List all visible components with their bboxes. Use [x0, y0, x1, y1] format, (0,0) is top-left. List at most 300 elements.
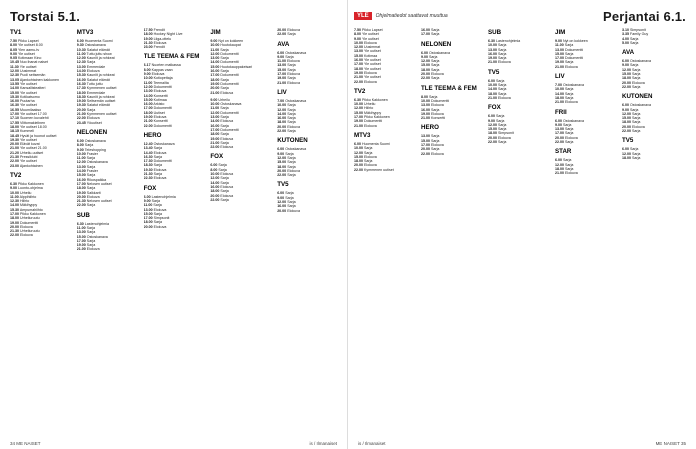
- program-title: Sarja: [632, 120, 641, 125]
- program-time: 20.00: [277, 124, 287, 129]
- program-title: Sarja: [287, 63, 296, 68]
- program-title: Elokuva: [431, 72, 444, 77]
- program-title: Sarja: [153, 163, 162, 168]
- program-time: 19.00: [143, 36, 153, 41]
- program-time: 5.00: [622, 40, 629, 45]
- program-title: Huutokaupat: [220, 43, 241, 48]
- program-title: Dokumentti: [364, 119, 383, 124]
- program-time: 15.00: [10, 90, 19, 95]
- program-title: Sarja: [565, 87, 574, 92]
- program-title: Elokuva: [364, 40, 377, 45]
- program-title: Pressiklubi: [20, 155, 38, 160]
- program-title: Alppihiihto: [19, 194, 37, 199]
- program-title: Sarja: [632, 129, 641, 134]
- spacer: [77, 208, 141, 211]
- program-title: Sarja: [565, 131, 574, 136]
- program-title: Sarja: [153, 154, 162, 159]
- program-title: Sarja: [632, 155, 641, 160]
- program-title: Lastenohjelmia: [151, 194, 176, 199]
- program-title: Salatut elämät: [86, 47, 110, 52]
- program-title: Sarja: [287, 67, 296, 72]
- program-title: Elokuva: [220, 136, 234, 141]
- program-title: Yle uutiset 8.00: [17, 43, 43, 48]
- program-title: Sarja: [153, 146, 162, 151]
- program-title: Sarja: [496, 114, 505, 119]
- program-title: Kotikatsomo: [20, 94, 40, 99]
- channel-heading: SUB: [76, 211, 90, 219]
- program-time: 16.00: [421, 28, 430, 32]
- program-time: 18.00: [488, 131, 497, 136]
- program-title: Elokuva: [287, 168, 300, 173]
- program-title: Sarja: [287, 32, 296, 37]
- program-title: Urheilu: [218, 97, 230, 102]
- right-columns: [354, 28, 686, 433]
- program-time: 9.00: [421, 54, 428, 59]
- program-title: Pikku Kakkonen: [362, 97, 388, 102]
- program-title: Ostoskanava: [630, 103, 651, 108]
- channel-heading: TV1: [10, 29, 22, 36]
- channel-heading: STAR: [555, 148, 572, 156]
- spacer: [488, 65, 552, 68]
- program-title: Sarja: [287, 120, 296, 125]
- program-time: 21.00: [277, 80, 287, 85]
- program-title: Emmerdale: [86, 64, 106, 69]
- left-footer-page: 34 ME NAISET: [10, 441, 41, 446]
- spacer: [421, 120, 485, 123]
- program-title: Pikku Kakkonen: [364, 115, 390, 120]
- program-title: Huutokauppakeisari: [220, 64, 253, 69]
- program-time: 15.00: [555, 51, 564, 56]
- program-time: 21.30: [143, 172, 153, 177]
- program-time: 8.00: [76, 143, 84, 148]
- program-time: 17.50: [143, 28, 153, 32]
- program-time: 3.10: [622, 28, 629, 32]
- program-time: 19.00: [143, 115, 153, 120]
- program-time: 12.00: [622, 151, 631, 156]
- program-time: 14.00: [555, 91, 564, 96]
- left-column: [277, 28, 341, 433]
- program-title: Urheiluruutu: [20, 216, 40, 221]
- program-title: Kotimaan Kino: [18, 56, 42, 61]
- program-time: 19.00: [421, 111, 430, 116]
- program-time: 13.00: [277, 63, 287, 68]
- program-time: 12.00: [210, 110, 220, 115]
- right-header: [354, 8, 686, 24]
- program-time: 20.00: [277, 208, 287, 213]
- program-time: 12.40: [143, 141, 153, 146]
- program-title: Elokuva: [364, 154, 377, 159]
- program-time: 18.30: [76, 94, 86, 99]
- program-title: Dokumentti: [153, 123, 172, 128]
- program-title: Rikospaikka: [86, 177, 107, 182]
- program-title: Yle uutiset: [363, 75, 381, 80]
- program-time: 18.00: [488, 91, 497, 96]
- program-time: 19.00: [210, 81, 220, 86]
- spacer: [555, 69, 619, 72]
- program-time: 9.00: [555, 39, 562, 43]
- program-title: Sarja: [429, 54, 438, 59]
- program-time: 21.00: [10, 146, 19, 151]
- program-time: 18.00: [277, 164, 287, 169]
- program-title: Sarja: [86, 156, 95, 161]
- program-title: Kymmenen uutiset: [86, 112, 117, 117]
- program-title: Ostoskanava: [84, 138, 106, 143]
- program-title: Sarja: [431, 67, 440, 72]
- program-title: Urheilu-uutiset: [20, 150, 44, 155]
- program-time: 13.40: [143, 146, 153, 151]
- program-time: 9.00: [210, 39, 218, 43]
- program-time: 12.00: [10, 69, 19, 74]
- program-title: Elokuva: [632, 124, 645, 129]
- program-title: Elokuva: [153, 150, 167, 155]
- program-time: 21.30: [76, 199, 86, 204]
- channel-heading: SUB: [488, 29, 502, 36]
- program-title: Sarja: [86, 164, 96, 169]
- program-time: 12.30: [10, 73, 19, 78]
- program-title: Lastenohjelmia: [496, 39, 521, 43]
- program-title: Sarja: [86, 107, 96, 112]
- program-time: 18.00: [622, 76, 631, 81]
- program-title: Elokuva: [364, 70, 377, 75]
- program-title: Elokuva: [498, 135, 511, 140]
- program-time: 20.00: [622, 124, 631, 129]
- program-time: 16.00: [421, 107, 430, 112]
- program-title: Pikku Kakkonen: [20, 211, 46, 216]
- program-title: Sarja: [565, 60, 574, 65]
- program-time: 17.55: [10, 120, 19, 125]
- program-time: 16.00: [210, 69, 220, 74]
- right-column: [421, 28, 485, 433]
- program-time: 13.00: [555, 127, 564, 132]
- program-title: Sarja: [498, 51, 507, 56]
- program-time: 14.00: [488, 87, 497, 92]
- program-time: 23.00: [10, 163, 19, 168]
- program-title: Uutiset: [153, 110, 165, 115]
- program-time: 15.00: [143, 211, 153, 216]
- program-title: Dokumentti: [153, 106, 172, 111]
- program-title: Arkisto: [153, 102, 165, 107]
- program-title: Elävät kuvat: [20, 142, 40, 147]
- channel-heading: KUTONEN: [277, 137, 308, 145]
- program-time: 10.00: [488, 83, 497, 88]
- left-column: [144, 28, 208, 433]
- program-time: 14.00: [210, 180, 220, 185]
- program-title: Sarja: [153, 203, 162, 208]
- program-entry: [144, 225, 208, 229]
- program-time: 21.20: [10, 150, 19, 155]
- program-time: 18.00: [76, 186, 86, 191]
- program-title: Sarja: [86, 230, 96, 235]
- program-title: Dokumentti: [220, 110, 239, 115]
- program-title: Kymmenen uutiset: [364, 167, 394, 172]
- program-title: Teleshopping: [84, 147, 106, 152]
- spacer: [622, 89, 686, 92]
- channel-heading: TV2: [10, 171, 22, 179]
- program-title: Simpsonit: [153, 216, 170, 221]
- channel-heading: NELONEN: [76, 128, 108, 136]
- program-title: Sarja: [287, 204, 296, 209]
- program-time: 10.00: [10, 190, 19, 195]
- program-title: Ostoskanava: [86, 160, 108, 165]
- program-title: Sarja: [563, 122, 572, 127]
- program-time: 22.00: [555, 140, 564, 145]
- program-title: Yle uutiset: [363, 62, 381, 67]
- program-title: Hiihto: [364, 106, 374, 111]
- program-time: 12.00: [210, 176, 220, 181]
- program-title: Yle uutiset: [361, 36, 379, 41]
- program-title: Sarja: [565, 166, 574, 171]
- program-time: 6.00: [622, 59, 629, 64]
- program-title: Yle uutiset: [17, 51, 35, 56]
- spacer: [622, 133, 686, 136]
- program-time: 10.00: [210, 43, 220, 48]
- program-title: Sarja: [632, 67, 641, 72]
- program-title: Yle uutiset: [363, 58, 381, 63]
- program-entry: [622, 156, 686, 160]
- channel-heading: MTV3: [354, 131, 371, 139]
- program-title: Sarja: [431, 32, 440, 37]
- program-time: 17.30: [76, 86, 86, 91]
- left-column: [210, 28, 274, 433]
- program-time: 17.00: [76, 181, 86, 186]
- program-time: 22.00: [354, 167, 363, 172]
- program-time: 12.00: [143, 84, 153, 89]
- program-time: 10.00: [354, 40, 363, 45]
- program-time: 16.00: [488, 51, 497, 56]
- program-time: 17.00: [354, 115, 363, 120]
- program-title: Teemailta: [153, 80, 169, 85]
- program-time: 22.30: [143, 176, 153, 181]
- program-title: Sarja: [287, 76, 296, 81]
- program-time: 21.00: [354, 75, 363, 80]
- program-title: Dokumentti: [565, 47, 584, 52]
- program-time: 10.00: [210, 102, 220, 107]
- program-time: 13.00: [488, 47, 497, 52]
- program-time: 18.00: [210, 189, 220, 194]
- program-title: Ostoskanava: [220, 102, 242, 107]
- program-title: Sarja: [220, 189, 229, 194]
- program-title: Sarja: [84, 143, 94, 148]
- program-title: Dokumentti: [565, 56, 584, 61]
- channel-heading: TV5: [277, 181, 289, 189]
- program-time: 21.00: [76, 247, 86, 252]
- program-time: 22.00: [10, 233, 19, 238]
- program-title: Yle uutiset 21.00: [19, 146, 47, 151]
- program-time: 10.45: [10, 60, 19, 65]
- program-time: 11.00: [210, 47, 220, 52]
- program-time: 6.00: [143, 194, 151, 199]
- program-time: 20.00: [488, 135, 497, 140]
- program-time: 21.00: [555, 171, 564, 176]
- program-time: 20.00: [10, 224, 19, 229]
- program-time: 8.00: [354, 32, 361, 37]
- program-title: Nyt on kokkeen: [218, 39, 244, 43]
- program-title: Uusimmat: [364, 45, 381, 50]
- program-title: Elokuva: [431, 111, 444, 116]
- program-time: 11.00: [10, 194, 19, 199]
- program-title: Sarja: [287, 129, 296, 134]
- program-title: Elokuva: [220, 145, 234, 150]
- program-title: Sarja: [632, 111, 641, 116]
- program-title: Elokuva: [153, 115, 167, 120]
- program-time: 3.35: [622, 32, 629, 37]
- program-time: 17.00: [210, 127, 220, 132]
- program-title: Sarja: [498, 127, 507, 132]
- program-time: 10.30: [76, 47, 86, 52]
- program-entry: [210, 198, 274, 202]
- program-time: 9.00: [555, 122, 562, 127]
- program-title: Sarja: [431, 28, 440, 32]
- spacer: [277, 133, 341, 136]
- program-title: Seitsemän uutiset: [86, 99, 116, 104]
- right-column: [622, 28, 686, 433]
- program-title: Sarja: [498, 122, 507, 127]
- program-title: Sarja: [565, 95, 574, 100]
- program-title: Sarja: [220, 176, 229, 181]
- program-time: 16.00: [210, 123, 220, 128]
- program-time: 13.00: [76, 164, 86, 169]
- program-time: 22.00: [277, 129, 287, 134]
- program-time: 20.00: [210, 86, 220, 91]
- program-time: 20.00: [76, 194, 86, 199]
- program-time: 21.30: [143, 40, 153, 45]
- program-title: Sarja: [220, 197, 229, 202]
- program-time: 19.00: [354, 70, 363, 75]
- program-title: Sarja: [220, 132, 229, 137]
- channel-heading: TLE TEEMA & FEM: [421, 84, 477, 92]
- program-title: Frasier: [86, 169, 98, 174]
- program-title: Hyvät ja huonot uutiset: [20, 133, 57, 138]
- program-title: Urheilu: [20, 190, 32, 195]
- program-time: 18.00: [143, 32, 153, 37]
- program-time: 12.00: [210, 51, 220, 56]
- program-time: 9.30: [76, 43, 84, 48]
- program-time: 15.00: [622, 72, 631, 77]
- program-time: 19.00: [76, 99, 86, 104]
- program-title: Elokuva: [565, 135, 578, 140]
- program-title: Puutarha: [20, 99, 35, 104]
- spacer: [277, 85, 341, 88]
- program-time: 21.00: [555, 100, 564, 105]
- program-time: 11.00: [277, 59, 286, 64]
- channel-heading: TLE TEEMA & FEM: [143, 53, 200, 61]
- program-time: 12.00: [277, 107, 287, 112]
- spacer: [10, 168, 74, 171]
- program-title: Kansallisteatteri: [20, 86, 46, 91]
- program-time: 15.00: [277, 67, 287, 72]
- channel-heading: AVA: [277, 40, 290, 48]
- program-title: Dokumentti: [220, 73, 239, 78]
- program-time: 14.00: [10, 203, 19, 208]
- program-title: Ostoskanava: [563, 118, 584, 123]
- left-column: [10, 28, 74, 433]
- program-entry: [277, 209, 341, 213]
- spacer: [421, 37, 485, 40]
- channel-heading: JIM: [555, 29, 566, 36]
- program-time: 9.00: [622, 63, 629, 68]
- program-title: Sarja: [218, 167, 227, 172]
- program-time: 15.30: [76, 73, 86, 78]
- program-time: 22.00: [354, 79, 363, 84]
- program-title: Konsertti: [153, 93, 168, 98]
- program-title: Elokuva: [153, 40, 167, 45]
- program-time: 17.00: [555, 56, 564, 61]
- program-title: Elokuva: [431, 103, 444, 108]
- program-title: Pikku Kakkonen: [18, 181, 44, 186]
- program-title: Sarja: [220, 115, 229, 120]
- program-time: 12.00: [277, 200, 287, 205]
- program-title: Elokuva: [498, 95, 511, 100]
- program-time: 9.00: [143, 72, 151, 77]
- program-title: Salatut elämät: [86, 103, 110, 108]
- program-title: Emmerdale: [86, 90, 106, 95]
- program-title: Sarja: [86, 60, 96, 65]
- program-title: Ostoskanava: [153, 141, 175, 146]
- program-title: Sarja: [285, 195, 294, 200]
- program-title: Ostoskanava: [429, 50, 450, 55]
- program-time: 20.00: [354, 163, 363, 168]
- program-time: 13.00: [143, 89, 153, 94]
- spacer: [555, 144, 619, 147]
- program-title: Muumilaakso: [20, 107, 42, 112]
- program-title: Sarja: [86, 203, 96, 208]
- program-time: 17.00: [76, 238, 86, 243]
- program-time: 6.00: [277, 191, 285, 196]
- program-time: 22.00: [622, 84, 631, 89]
- program-time: 8.00: [210, 167, 218, 172]
- program-title: Yle uutiset: [19, 103, 37, 108]
- program-title: Sarja: [431, 147, 440, 152]
- program-title: Yle uutiset: [19, 90, 37, 95]
- program-title: Kummeli: [20, 129, 34, 134]
- program-title: Elokuva: [287, 28, 300, 32]
- program-time: 9.00: [277, 195, 285, 200]
- program-title: Kotimaa: [153, 97, 167, 102]
- program-title: Frendit: [153, 45, 165, 50]
- program-entry: [555, 171, 619, 175]
- program-title: Sarja: [220, 56, 229, 61]
- program-time: 6.00: [210, 163, 218, 168]
- program-title: Dokumentti: [20, 220, 39, 225]
- program-time: 7.00: [555, 83, 562, 88]
- program-time: 17.00: [10, 211, 19, 216]
- program-title: Kappas vaan: [151, 67, 173, 72]
- program-title: Sarja: [498, 87, 507, 92]
- program-time: 16.00: [10, 99, 19, 104]
- program-time: 16.30: [143, 154, 153, 159]
- channel-heading: JIM: [210, 29, 221, 36]
- program-time: 18.00: [143, 110, 153, 115]
- program-title: Tuttu juttu: [86, 81, 103, 86]
- program-title: Sarja: [565, 162, 574, 167]
- program-title: Sarja: [565, 91, 574, 96]
- program-title: Sarja: [431, 59, 440, 64]
- program-title: Simpsonit: [498, 131, 514, 136]
- program-time: 15.00: [76, 234, 86, 239]
- channel-heading: FOX: [210, 153, 224, 161]
- program-title: Sarja: [632, 72, 641, 77]
- program-time: 13.00: [143, 207, 153, 212]
- program-time: 12.00: [354, 106, 363, 111]
- program-title: Elokuva: [220, 184, 234, 189]
- program-time: 15.00: [143, 97, 153, 102]
- program-time: 23.00: [143, 45, 153, 50]
- program-title: Sarja: [86, 238, 96, 243]
- program-title: Sarja: [632, 84, 641, 89]
- program-title: Yle uutiset 17.00: [19, 112, 47, 117]
- program-time: 13.00: [76, 64, 86, 69]
- program-time: 16.00: [210, 184, 220, 189]
